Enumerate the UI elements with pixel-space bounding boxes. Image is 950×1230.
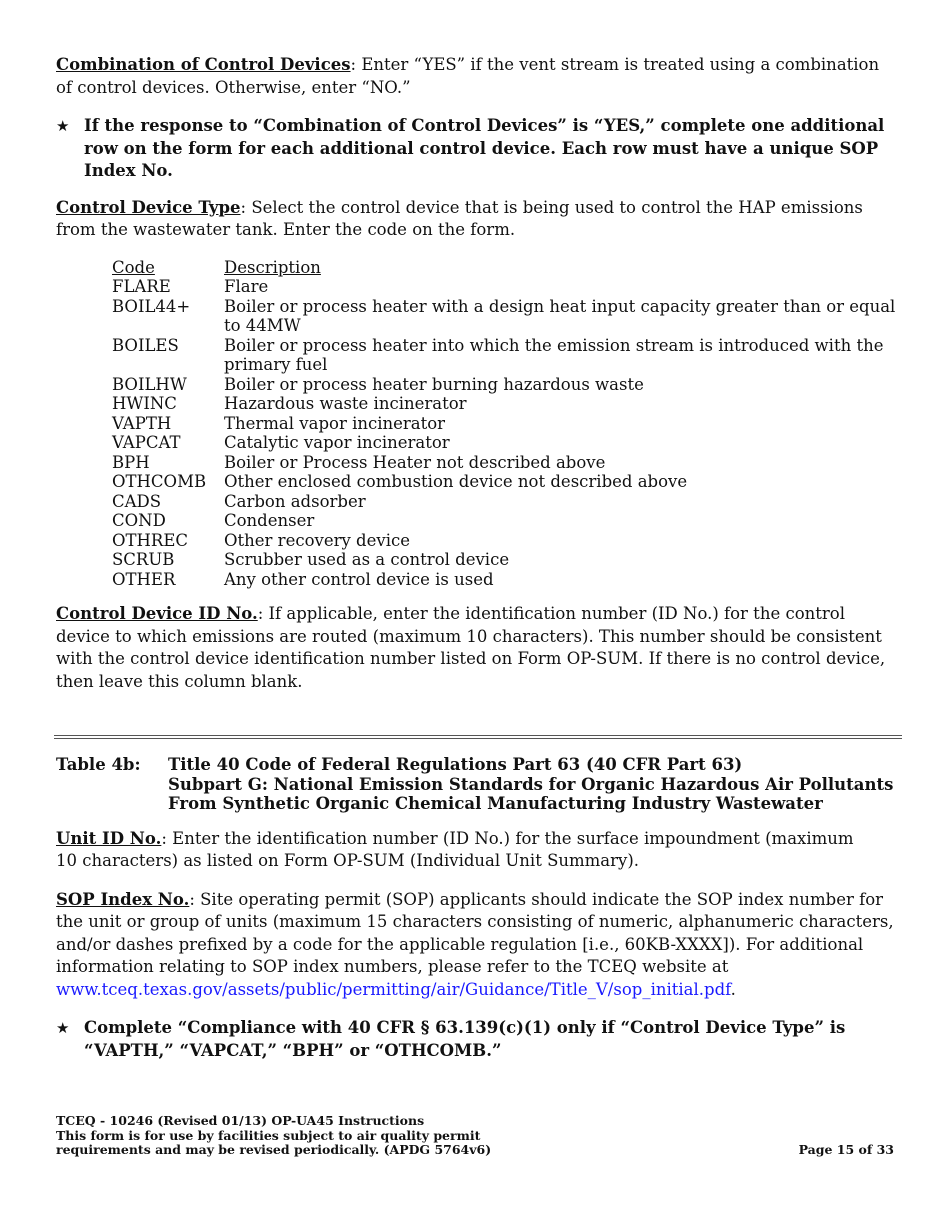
section-divider	[54, 735, 902, 739]
content	[56, 54, 898, 1062]
code-row	[112, 550, 898, 570]
table-4b-title	[168, 755, 893, 814]
description-cell: Catalytic vapor incinerator	[224, 433, 450, 452]
control-device-type-paragraph	[56, 197, 898, 242]
code-cell: OTHCOMB	[112, 472, 207, 491]
description-cell: Hazardous waste incinerator	[224, 394, 467, 413]
description-cell: Flare	[224, 277, 269, 296]
code-cell: VAPCAT	[112, 433, 181, 452]
code-row	[112, 277, 898, 297]
code-cell: BPH	[112, 452, 150, 472]
footer-form-info	[56, 1114, 491, 1158]
code-row	[112, 492, 898, 512]
combination-term: Combination of Control Devices	[56, 55, 351, 74]
code-row	[112, 375, 898, 395]
description-column-header: Description	[224, 257, 321, 277]
description-cell: Thermal vapor incinerator	[224, 413, 446, 433]
code-row	[112, 336, 898, 375]
sop-guidance-link[interactable]: www.tceq.texas.gov/assets/public/permitting/air/Guidance/Title_V/sop_initial.pdf	[56, 979, 731, 999]
description-cell: Carbon adsorber	[224, 491, 366, 511]
combination-paragraph	[56, 54, 898, 99]
combination-note-text: If the response to “Combination of Control Devices” is “YES,” complete one additional row on the form for each additional control device. Each row must have a unique SOP Index No.	[84, 116, 885, 180]
code-row	[112, 433, 898, 453]
code-cell: COND	[112, 511, 166, 530]
code-row	[112, 472, 898, 492]
table-4b-title-line2: Subpart G: National Emission Standards for Organic Hazardous Air Pollutants	[168, 774, 894, 794]
code-cell: BOILHW	[112, 374, 187, 394]
control-device-id-text: : If applicable, enter the identification number (ID No.) for the control device to which emissions are routed (maximum 10 characters). This number should be consistent with the control device identification number listed on Form OP-SUM. If there is no control device, then leave this column blank.	[56, 604, 886, 691]
footer-line2: This form is for use by facilities subject to air quality permit	[56, 1127, 481, 1143]
unit-id-text-2: 10 characters) as listed on Form OP-SUM (Individual Unit Summary).	[56, 851, 640, 870]
description-cell: Boiler or process heater into which the emission stream is introduced with the primary fuel	[224, 335, 884, 374]
table-4b-heading	[56, 755, 898, 814]
table-4b-title-line1: Title 40 Code of Federal Regulations Part 63 (40 CFR Part 63)	[168, 755, 743, 774]
codes-header-row	[112, 258, 898, 278]
description-cell: Any other control device is used	[224, 569, 494, 589]
table-4b-title-line3: From Synthetic Organic Chemical Manufacturing Industry Wastewater	[168, 794, 823, 813]
unit-id-term: Unit ID No.	[56, 828, 162, 848]
code-cell: OTHREC	[112, 530, 189, 550]
compliance-note-text: Complete “Compliance with 40 CFR § 63.139(c)(1) only if “Control Device Type” is “VAPTH,” “VAPCAT,” “BPH” or “OTHCOMB.”	[84, 1018, 846, 1060]
code-row	[112, 570, 898, 590]
description-cell: Other enclosed combustion device not described above	[224, 472, 688, 491]
code-row	[112, 531, 898, 551]
sop-index-period: .	[730, 979, 736, 999]
description-cell: Boiler or Process Heater not described above	[224, 452, 606, 472]
code-row	[112, 297, 898, 336]
description-cell: Boiler or process heater with a design heat input capacity greater than or equal to 44MW	[224, 296, 896, 335]
code-cell: FLARE	[112, 277, 171, 296]
star-icon: ★	[56, 117, 70, 135]
footer-line3: requirements and may be revised periodically. (APDG 5764v6)	[56, 1142, 492, 1157]
combination-note	[56, 115, 898, 183]
code-row	[112, 414, 898, 434]
control-device-type-term: Control Device Type	[56, 197, 241, 217]
compliance-note	[56, 1017, 898, 1062]
code-cell: HWINC	[112, 394, 177, 413]
footer-line1: TCEQ - 10246 (Revised 01/13) OP-UA45 Instructions	[56, 1113, 425, 1128]
sop-index-text: : Site operating permit (SOP) applicants should indicate the SOP index number for the unit or group of units (maximum 15 characters consisting of numeric, alphanumeric characters, and/or dashes prefixed by a code for the applicable regulation [i.e., 60KB-XXXX]). For additional information relating to SOP index numbers, please refer to the TCEQ website at	[56, 889, 894, 976]
combination-text: : Enter “YES” if the vent stream is treated using a combination of control devices. Otherwise, enter “NO.”	[56, 55, 880, 97]
description-cell: Boiler or process heater burning hazardous waste	[224, 374, 644, 394]
code-row	[112, 511, 898, 531]
code-cell: BOIL44+	[112, 296, 191, 316]
code-row	[112, 453, 898, 473]
sop-index-term: SOP Index No.	[56, 889, 190, 909]
code-cell: VAPTH	[112, 413, 172, 433]
code-column-header: Code	[112, 257, 155, 277]
code-row	[112, 394, 898, 414]
star-icon: ★	[56, 1019, 70, 1037]
unit-id-text-1: : Enter the identification number (ID No.) for the surface impoundment (maximum	[161, 828, 854, 848]
code-cell: CADS	[112, 491, 162, 511]
code-cell: SCRUB	[112, 550, 175, 569]
table-4b-label: Table 4b:	[56, 755, 141, 774]
control-device-id-paragraph	[56, 603, 898, 693]
code-cell: BOILES	[112, 335, 179, 355]
description-cell: Other recovery device	[224, 530, 410, 550]
code-cell: OTHER	[112, 569, 176, 589]
page-number: Page 15 of 33	[798, 1142, 894, 1157]
control-device-type-text: : Select the control device that is being used to control the HAP emissions from the wastewater tank. Enter the code on the form.	[56, 197, 863, 239]
control-device-id-term: Control Device ID No.	[56, 604, 258, 623]
sop-index-paragraph	[56, 889, 898, 1002]
control-device-codes-table	[112, 258, 898, 590]
description-cell: Scrubber used as a control device	[224, 550, 510, 569]
unit-id-paragraph	[56, 828, 898, 873]
description-cell: Condenser	[224, 511, 315, 530]
